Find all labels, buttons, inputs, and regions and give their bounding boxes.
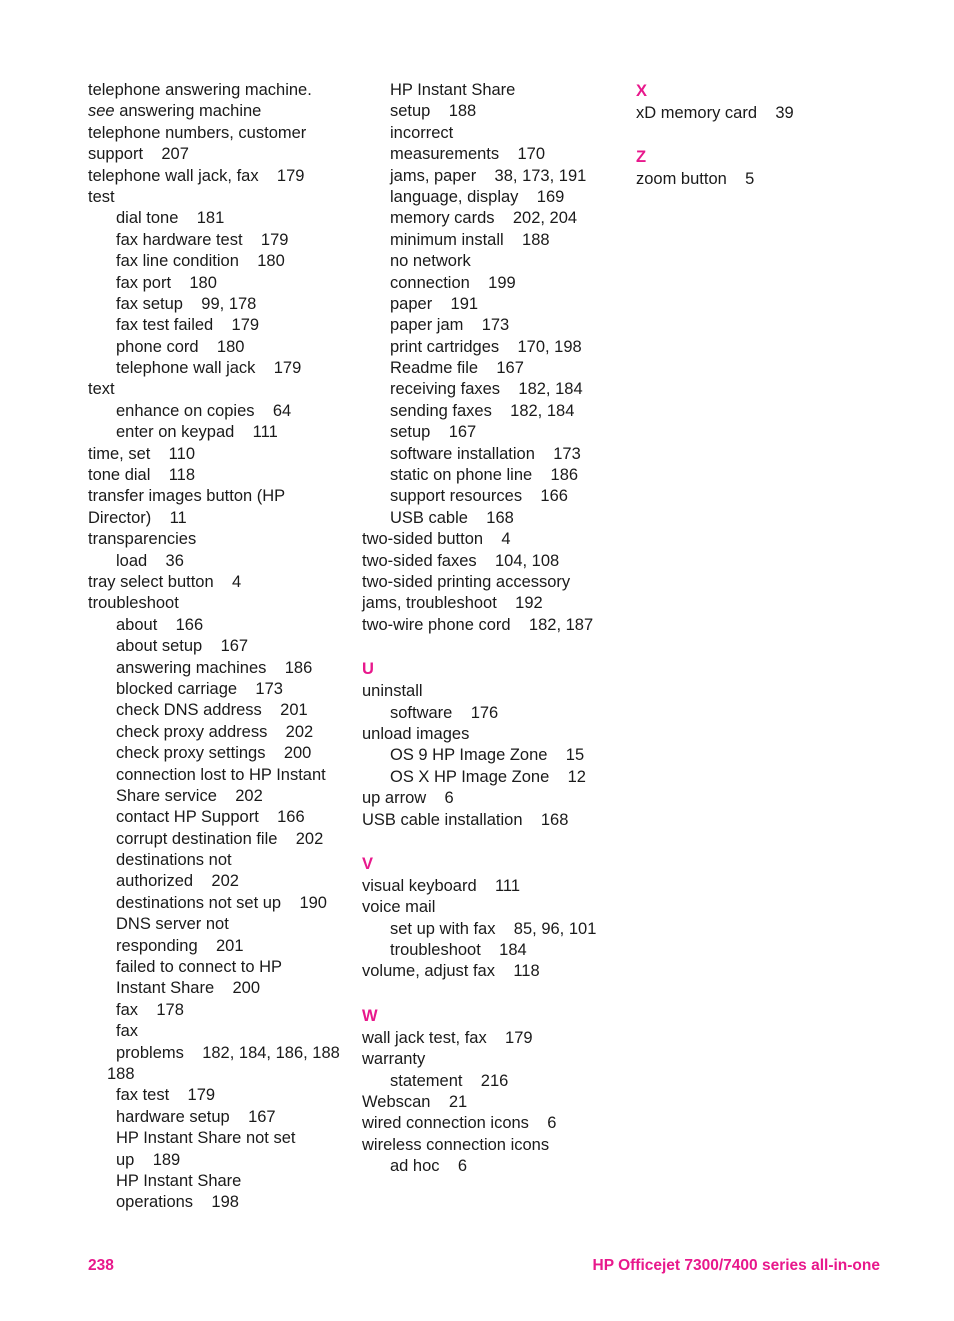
index-subentry: memory cards 202, 204 bbox=[390, 209, 578, 228]
index-subentry: Readme file 167 bbox=[390, 359, 524, 378]
see-reference-target: answering machine bbox=[114, 102, 262, 121]
index-entry: wall jack test, fax 179 bbox=[362, 1028, 533, 1047]
index-subentry: load 36 bbox=[116, 551, 184, 570]
page-number: 238 bbox=[88, 1257, 114, 1274]
index-subentry: check DNS address 201 bbox=[116, 701, 308, 720]
index-subentry: measurements 170 bbox=[390, 145, 545, 164]
index-subentry: failed to connect to HP bbox=[116, 958, 283, 977]
index-subentry: responding 201 bbox=[116, 936, 244, 955]
index-subentry: check proxy address 202 bbox=[116, 722, 314, 741]
index-entry: voice mail bbox=[362, 898, 436, 917]
index-subentry: paper 191 bbox=[390, 294, 479, 313]
index-entry: Webscan 21 bbox=[362, 1093, 468, 1112]
index-subentry: sending faxes 182, 184 bbox=[390, 401, 575, 420]
index-entry: USB cable installation 168 bbox=[362, 810, 569, 829]
index-entry: transparencies bbox=[88, 530, 197, 549]
index-entry: uninstall bbox=[362, 682, 423, 701]
index-subentry: about setup 167 bbox=[116, 637, 249, 656]
index-subentry: dial tone 181 bbox=[116, 209, 225, 228]
index-entry: support 207 bbox=[88, 145, 189, 164]
index-subentry: check proxy settings 200 bbox=[116, 744, 312, 763]
index-subentry: set up with fax 85, 96, 101 bbox=[390, 919, 597, 938]
index-subentry: connection 199 bbox=[390, 273, 516, 292]
index-subentry: telephone wall jack 179 bbox=[116, 359, 302, 378]
index-entry: troubleshoot bbox=[88, 594, 179, 613]
index-entry: warranty bbox=[362, 1050, 426, 1069]
index-subentry: blocked carriage 173 bbox=[116, 679, 283, 698]
index-subentry: destinations not bbox=[116, 851, 232, 870]
index-entry: transfer images button (HP bbox=[88, 487, 286, 506]
index-subentry: incorrect bbox=[390, 123, 454, 142]
index-subentry: fax test failed 179 bbox=[116, 316, 260, 335]
index-subentry: authorized 202 bbox=[116, 872, 239, 891]
index-subentry: Share service 202 bbox=[116, 786, 263, 805]
index-subentry: fax bbox=[116, 1022, 139, 1041]
index-entry: two-sided faxes 104, 108 bbox=[362, 551, 560, 570]
index-letter-heading: U bbox=[362, 660, 374, 679]
index-subentry: corrupt destination file 202 bbox=[116, 829, 324, 848]
index-subentry: print cartridges 170, 198 bbox=[390, 337, 582, 356]
index-entry: tone dial 118 bbox=[88, 466, 196, 485]
index-subentry: contact HP Support 166 bbox=[116, 808, 305, 827]
index-subentry: operations 198 bbox=[116, 1193, 239, 1212]
index-subentry: receiving faxes 182, 184 bbox=[390, 380, 583, 399]
index-entry: volume, adjust fax 118 bbox=[362, 962, 540, 981]
index-subentry: static on phone line 186 bbox=[390, 466, 579, 485]
index-subentry: enter on keypad 111 bbox=[116, 423, 278, 442]
index-subentry: phone cord 180 bbox=[116, 337, 245, 356]
index-subentry: problems 182, 184, 186, 188 bbox=[116, 1043, 340, 1062]
index-entry: wired connection icons 6 bbox=[362, 1114, 557, 1133]
index-entry: test bbox=[88, 187, 115, 206]
index-subentry: 188 bbox=[107, 1064, 135, 1083]
index-entry: wireless connection icons bbox=[362, 1135, 550, 1154]
index-letter-heading: Z bbox=[636, 148, 647, 167]
index-subentry: no network bbox=[390, 252, 471, 271]
index-subentry: minimum install 188 bbox=[390, 230, 550, 249]
index-subentry: HP Instant Share bbox=[116, 1171, 242, 1190]
index-entry: text bbox=[88, 380, 115, 399]
index-entry: telephone wall jack, fax 179 bbox=[88, 166, 305, 185]
index-subentry: Instant Share 200 bbox=[116, 979, 261, 998]
index-letter-heading: W bbox=[362, 1006, 378, 1025]
index-subentry: jams, paper 38, 173, 191 bbox=[390, 166, 587, 185]
index-subentry: paper jam 173 bbox=[390, 316, 510, 335]
product-name: HP Officejet 7300/7400 series all-in-one bbox=[592, 1257, 880, 1274]
index-column-1 bbox=[88, 80, 358, 1214]
index-subentry: software installation 173 bbox=[390, 444, 581, 463]
index-subentry: support resources 166 bbox=[390, 487, 568, 506]
index-subentry: ad hoc 6 bbox=[390, 1157, 468, 1176]
index-subentry: destinations not set up 190 bbox=[116, 893, 327, 912]
see-reference-label: see bbox=[88, 102, 115, 121]
index-subentry: OS X HP Image Zone 12 bbox=[390, 767, 586, 786]
index-subentry: answering machines 186 bbox=[116, 658, 313, 677]
index-subentry: setup 188 bbox=[390, 102, 477, 121]
index-subentry: HP Instant Share not set bbox=[116, 1129, 296, 1148]
index-entry: jams, troubleshoot 192 bbox=[362, 594, 543, 613]
index-subentry: enhance on copies 64 bbox=[116, 401, 292, 420]
index-subentry: USB cable 168 bbox=[390, 508, 514, 527]
index-entry: two-sided printing accessory bbox=[362, 572, 571, 591]
index-entry: xD memory card 39 bbox=[636, 104, 794, 122]
index-subentry: software 176 bbox=[390, 703, 499, 722]
index-subentry: troubleshoot 184 bbox=[390, 941, 527, 960]
index-subentry: statement 216 bbox=[390, 1071, 509, 1090]
index-subentry: HP Instant Share bbox=[390, 81, 516, 99]
index-letter-heading: X bbox=[636, 82, 648, 100]
index-entry: visual keyboard 111 bbox=[362, 876, 521, 895]
index-subentry: setup 167 bbox=[390, 423, 477, 442]
index-subentry: up 189 bbox=[116, 1150, 181, 1169]
index-subentry: DNS server not bbox=[116, 915, 229, 934]
index-subentry: connection lost to HP Instant bbox=[116, 765, 326, 784]
index-subentry: fax line condition 180 bbox=[116, 252, 285, 271]
index-entry: tray select button 4 bbox=[88, 572, 242, 591]
index-entry: unload images bbox=[362, 724, 470, 743]
index-entry: zoom button 5 bbox=[636, 170, 755, 189]
index-entry bbox=[88, 101, 358, 122]
index-subentry: fax port 180 bbox=[116, 273, 217, 292]
index-column-3 bbox=[636, 80, 886, 191]
index-entry: two-wire phone cord 182, 187 bbox=[362, 615, 594, 634]
index-subentry: fax hardware test 179 bbox=[116, 230, 289, 249]
index-subentry: fax test 179 bbox=[116, 1086, 216, 1105]
index-entry: telephone answering machine. bbox=[88, 81, 312, 99]
index-entry: Director) 11 bbox=[88, 508, 187, 527]
index-letter-heading: V bbox=[362, 854, 374, 873]
index-subentry: about 166 bbox=[116, 615, 204, 634]
index-subentry: fax setup 99, 178 bbox=[116, 294, 257, 313]
index-subentry: hardware setup 167 bbox=[116, 1107, 276, 1126]
index-entry: two-sided button 4 bbox=[362, 530, 511, 549]
index-entry: time, set 110 bbox=[88, 444, 195, 463]
index-column-2 bbox=[362, 80, 612, 1178]
index-entry: up arrow 6 bbox=[362, 789, 454, 808]
index-entry: telephone numbers, customer bbox=[88, 123, 307, 142]
index-subentry: fax 178 bbox=[116, 1000, 184, 1019]
index-subentry: language, display 169 bbox=[390, 187, 565, 206]
index-subentry: OS 9 HP Image Zone 15 bbox=[390, 746, 585, 765]
